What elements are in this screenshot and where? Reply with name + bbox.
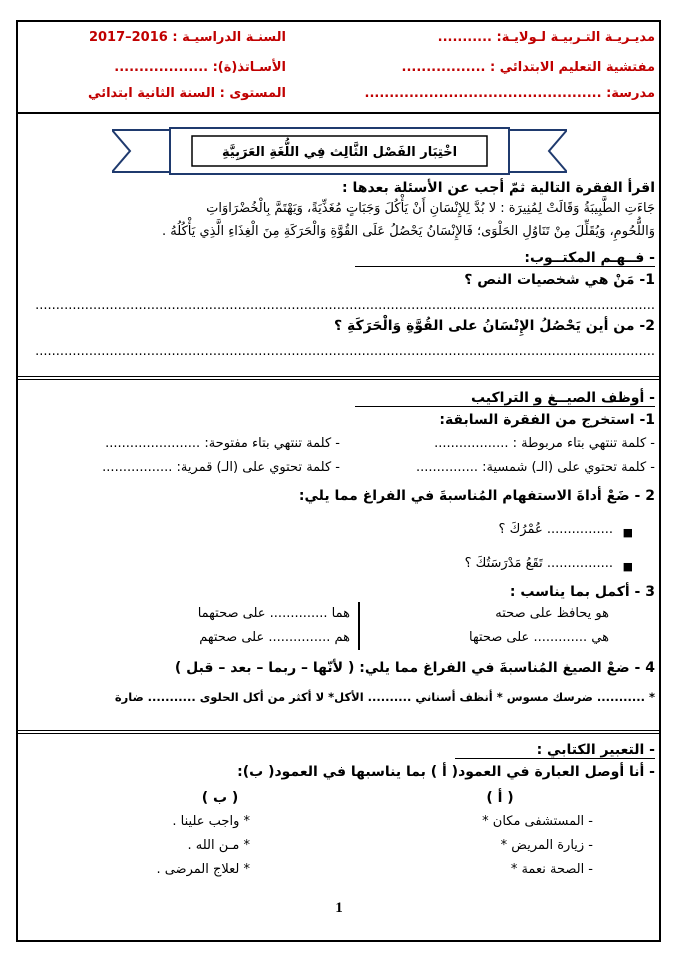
section-divider-1 <box>18 376 659 380</box>
header-year: السنـة الدراسيـة : 2016–2017 <box>88 30 286 45</box>
exam-title: اخْتِبَار الفَصْل الثَّالِث فِي اللُّغَةِ العَرَبِيَّةِ <box>221 145 458 160</box>
grammar-q3-d[interactable]: هم ............... على صحتهم <box>199 630 350 645</box>
header-teacher: الأسـاتذ(ة): ................... <box>114 60 286 75</box>
grammar-q2-b[interactable]: ................ تَقَعُ مَدْرَسَتُكَ ؟ <box>464 556 613 571</box>
header-inspectorate: مفتشية التعليم الابتدائي : ................. <box>401 60 655 75</box>
grammar-q3: 3 - أكمل بما يناسب : <box>509 584 655 600</box>
writing-heading: - التعبير الكتابي : <box>455 742 655 759</box>
column-b-item[interactable]: * واجب علينا . <box>172 814 250 829</box>
comprehension-heading: - فــهـم المكتــوب: <box>355 250 655 267</box>
bullet-icon: ■ <box>622 526 633 539</box>
grammar-q4-line[interactable]: * ........... ضرسك مسوس * أنظف أسناني .......... الأكل* لا أكثر من أكل الحلوى ........... ضارة <box>114 690 655 704</box>
column-b-item[interactable]: * مـن الله . <box>187 838 250 853</box>
answer-line-q2[interactable]: ...................................................................................................................................................... <box>35 344 655 359</box>
comprehension-q2: 2- من أين يَحْصُلُ الإِنْسَانُ على القُوَّةِ وَالْحَرَكَةِ ؟ <box>334 318 655 334</box>
grammar-q4: 4 - ضعْ الصيغ المُناسبةَ في الفراغ مما يلي: ( لأنّها – ربما – بعد – قبل ) <box>174 660 655 676</box>
column-b-item[interactable]: * لعلاج المرضى . <box>156 862 250 877</box>
grammar-q1-d[interactable]: - كلمة تحتوي على (الـ) قمرية: ................. <box>102 460 340 475</box>
section-divider-2 <box>18 730 659 734</box>
reading-instruction: اقرأ الفقرة التالية ثمّ أجب عن الأسئلة بعدها : <box>342 180 655 196</box>
header-divider <box>18 112 659 114</box>
comprehension-q1: 1- مَنْ هي شخصيات النص ؟ <box>464 272 655 288</box>
writing-instruction: - أنا أوصل العبارة في العمود( أ ) بما يناسبها في العمود( ب): <box>237 764 655 780</box>
reading-line-1: جَاءَتِ الطَّبِيبَةُ وَقَالَتْ لِمُنِيرَة : لا بُدَّ لِلإِنْسَانِ أَنْ يَأْكُلَ وَجَبَاتٍ مُغَذِّيَةً، وَيَهْتَمَّ بِالْخُضْرَاوَاتِ <box>206 201 655 216</box>
column-divider <box>358 602 360 650</box>
column-a-item[interactable]: - المستشفى مكان * <box>482 814 593 829</box>
grammar-q1-a[interactable]: - كلمة تنتهي بتاء مربوطة : .................. <box>434 436 655 451</box>
header-level: المستوى : السنة الثانية ابتدائي <box>88 86 286 101</box>
column-b-header: ( ب ) <box>201 790 239 806</box>
grammar-q2: 2 - ضَعْ أداةَ الاستفهام المُناسبةَ في الفراغ مما يلي: <box>298 488 655 504</box>
grammar-q1-b[interactable]: - كلمة تنتهي بتاء مفتوحة: ....................... <box>105 436 340 451</box>
reading-line-2: وَاللُّحُومِ، وَيُقَلِّلَ مِنْ تَنَاوُلِ الحَلْوَى؛ فَالإِنْسَانُ يَحْصُلُ عَلَى القُوَّةِ وَالْحَرَكَةِ مِنَ الْغِذَاءِ الَّذِي يَأْكُلُهُ . <box>162 224 655 239</box>
column-a-item[interactable]: - زيارة المريض * <box>500 838 593 853</box>
column-a-item[interactable]: - الصحة نعمة * <box>510 862 593 877</box>
grammar-q1-c[interactable]: - كلمة تحتوي على (الـ) شمسية: ............... <box>416 460 655 475</box>
answer-line-q1[interactable]: ...................................................................................................................................................... <box>35 298 655 313</box>
grammar-q1: 1- استخرج من الفقرة السابقة: <box>439 412 655 428</box>
grammar-q3-a: هو يحافظ على صحته <box>495 606 609 621</box>
column-a-header: ( أ ) <box>486 790 514 806</box>
grammar-q2-a[interactable]: ................ عُمْرُكَ ؟ <box>498 522 613 537</box>
page-number: 1 <box>335 900 343 916</box>
grammar-q3-b[interactable]: هي ............. على صحتها <box>468 630 609 645</box>
grammar-q3-c[interactable]: هما .............. على صحتهما <box>197 606 350 621</box>
header-school: مدرسة: ................................................ <box>364 86 655 101</box>
grammar-heading: - أوظف الصيــغ و التراكيب <box>355 390 655 407</box>
bullet-icon: ■ <box>622 560 633 573</box>
header-directorate: مديـريـة التـربيـة لـولايـة: ........... <box>437 30 655 45</box>
